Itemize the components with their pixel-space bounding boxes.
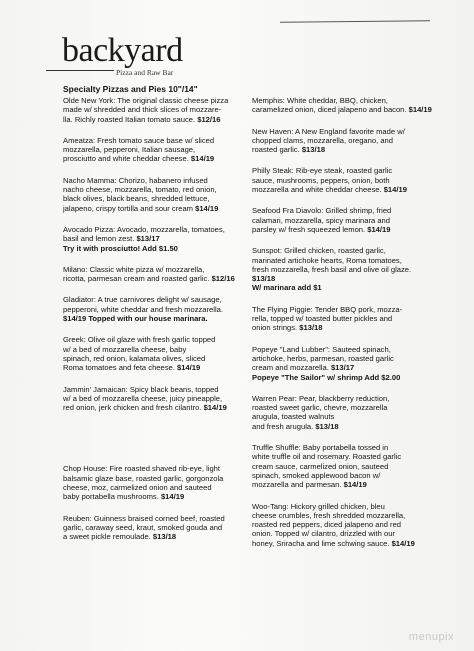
menu-item-description: Popeye "Land Lubber": Sauteed spinach, artichoke, herbs, parmesan, roasted garlic cream and mozzarella.: [252, 344, 394, 373]
menu-item: [63, 225, 240, 253]
menu-item: [63, 265, 240, 284]
menu-item-description: Warren Pear: Pear, blackberry reduction, roasted sweet garlic, chevre, mozzarella arugula, toasted walnuts and fresh arugula.: [252, 393, 390, 431]
brand-logo: [62, 32, 183, 77]
menu-item-price: $13/18: [299, 323, 323, 333]
menu-item-description: Reuben: Guinness braised corned beef, roasted garlic, caraway seed, kraut, smoked gouda and a sweet pickle remoulade.: [63, 513, 225, 542]
menu-item: [252, 127, 434, 155]
menu-item-description: Milano: Classic white pizza w/ mozzarella, ricotta, parmesan cream and roasted garlic.: [63, 264, 210, 284]
menu-item-price: $13/17 Try it with prosciutto! Add $1.50: [63, 234, 178, 253]
menu-item: [63, 136, 240, 164]
menu-item-description: Memphis: White cheddar, BBQ, chicken, caramelized onion, diced jalapeno and bacon.: [252, 96, 407, 115]
menu-item-price: $13/18: [301, 145, 326, 155]
menu-item-description: Avocado Pizza: Avocado, mozzarella, tomatoes, basil and lemon zest.: [63, 224, 225, 244]
menu-item: [63, 295, 240, 323]
menu-column-right: [252, 96, 434, 548]
menu-item-price: $14/19: [176, 363, 201, 373]
menu-item-price: $14/19: [383, 185, 407, 195]
menu-item: [252, 394, 434, 431]
menu-item-price: $13/18: [152, 532, 177, 542]
menu-item: [63, 385, 240, 413]
menu-item-description: Truffle Shuffle: Baby portabella tossed in white truffle oil and rosemary. Roasted garlic cream sauce, carmelized onion, sauteed spinach, smoked applewood bacon w/ mozzarella and parmesan.: [252, 443, 402, 490]
top-rule: [280, 20, 430, 23]
menu-item-price: $14/19: [190, 154, 215, 164]
menu-item-description: Gladiator: A true carnivores delight w/ sausage, pepperoni, white cheddar and fresh mozzarella.: [63, 295, 223, 314]
menu-column-left: [63, 96, 240, 542]
menu-item-price: $14/19: [408, 105, 432, 115]
menu-item: [252, 166, 434, 194]
menu-item-description: Seafood Fra Diavolo: Grilled shrimp, fried calamari, mozzarella, spicy marinara and parsley w/ fresh squeezed lemon.: [252, 206, 392, 234]
menu-item: [63, 96, 240, 124]
watermark: menupix: [408, 631, 454, 643]
menu-item-description: Olde New York: The original classic cheese pizza made w/ shredded and thick slices of mozzare- lla. Richly roasted Italian tomato sauce.: [63, 96, 229, 124]
menu-item-description: Jammin' Jamaican: Spicy black beans, topped w/ a bed of mozzarella cheese, juicy pineapple, red onion, jerk chicken and fresh cilantro.: [63, 384, 223, 413]
menu-item-price: $14/19: [203, 403, 227, 413]
menu-item-price: $12/16: [197, 114, 221, 124]
menu-item-description: Philly Steak: Rib-eye steak, roasted garlic sauce, mushrooms, peppers, onion, both mozzarella and white cheddar cheese.: [252, 166, 393, 195]
menu-item-price: $13/18: [315, 421, 339, 431]
brand-name: backyard: [62, 32, 183, 69]
menu-item-price: $14/19: [160, 492, 185, 502]
menu-item-description: Ameatza: Fresh tomato sauce base w/ sliced mozzarella, pepperoni, Italian sausage, prosciutto and white cheddar cheese.: [63, 135, 215, 164]
menu-item: [63, 176, 240, 213]
menu-item-description: Woo-Tang: Hickory grilled chicken, bleu cheese crumbles, fresh shredded mozzarella, roasted red peppers, diced jalapeno and red onion. Topped w/ cilantro, drizzled with our honey, Sriracha and lime schwing sauce.: [252, 501, 406, 548]
menu-item: [63, 514, 240, 542]
menu-item: [252, 246, 434, 292]
menu-item-description: New Haven: A New England favorite made w/ chopped clams, mozzarella, oregano, and roasted garlic.: [252, 126, 405, 155]
menu-item-description: Chop House: Fire roasted shaved rib-eye, light balsamic glaze base, roasted garlic, gorgonzola cheese, moz, carmelized onion and sauteed baby portabella mushrooms.: [63, 464, 224, 502]
menu-item-price: $14/19 Topped with our house marinara.: [63, 314, 208, 324]
menu-item-description: Sunspot: Grilled chicken, roasted garlic, marinated artichoke hearts, Roma tomatoes, fresh mozzarella, fresh basil and olive oil glaze.: [252, 246, 412, 274]
menu-item: [252, 206, 434, 234]
menu-item: [63, 335, 240, 372]
menu-item: [252, 96, 434, 115]
menu-item-price: $14/19: [195, 203, 219, 213]
menu-item: [252, 305, 434, 333]
brand-swoosh: [46, 70, 114, 71]
menu-item-price: $14/19: [343, 480, 367, 490]
menu-item: [252, 502, 434, 548]
menu-item-price: $13/18 W/ marinara add $1: [252, 274, 322, 293]
menu-item: [63, 464, 240, 501]
menu-item: [252, 443, 434, 489]
menu-item-description: Nacho Mamma: Chorizo, habanero infused nacho cheese, mozzarella, tomato, red onion, black olives, black beans, shredded lettuce, jalapeno, crispy tortilla and sour cream: [63, 175, 217, 213]
section-title: Specialty Pizzas and Pies 10"/14": [63, 84, 198, 94]
menu-item-price: $14/19: [391, 538, 415, 548]
brand-tagline: Pizza and Raw Bar: [116, 68, 174, 77]
menu-item-description: Greek: Olive oil glaze with fresh garlic topped w/ a bed of mozzarella cheese, baby spinach, red onion, kalamata olives, sliced Roma tomatoes and feta cheese.: [63, 335, 216, 373]
menu-item-price: $14/19: [367, 224, 391, 234]
menu-item-price: $12/16: [211, 274, 235, 284]
menu-item-price: $13/17 Popeye "The Sailor" w/ shrimp Add $2.00: [252, 363, 401, 382]
menu-item-description: The Flying Piggie: Tender BBQ pork, mozza- rella, topped w/ toasted butter pickles and onion strings.: [252, 304, 403, 333]
menu-item: [252, 345, 434, 382]
